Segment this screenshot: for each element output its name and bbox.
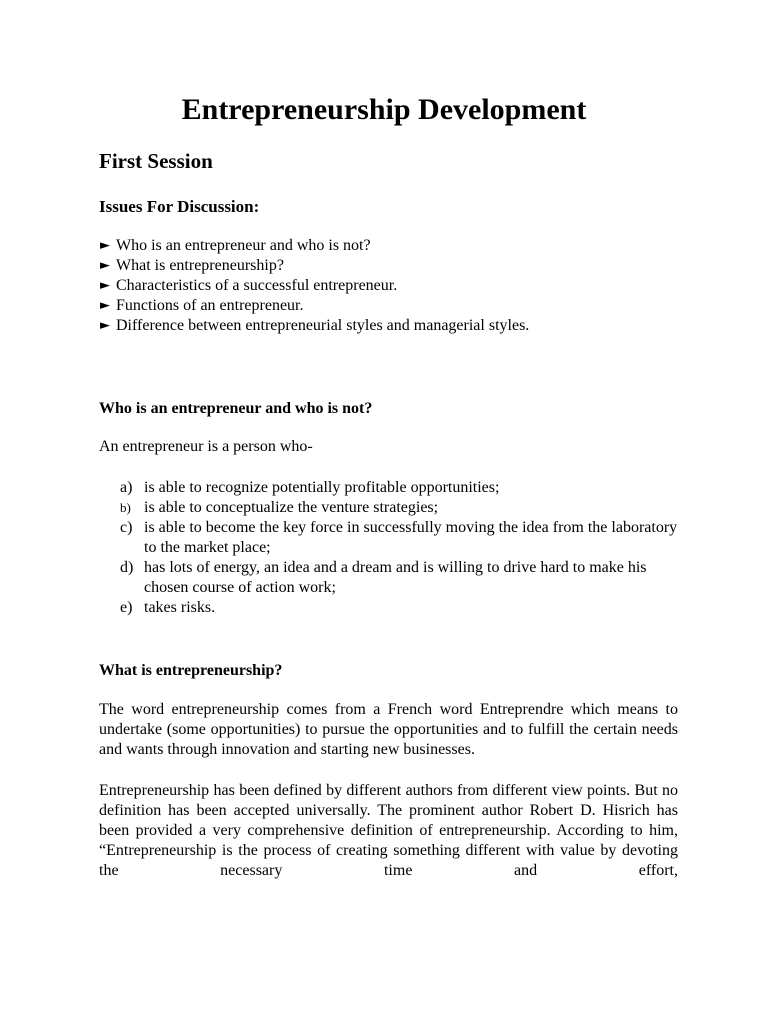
document-title: Entrepreneurship Development	[181, 93, 587, 126]
who-heading: Who is an entrepreneur and who is not?	[99, 400, 373, 417]
criteria-item	[120, 518, 680, 558]
issue-text: Functions of an entrepreneur.	[116, 297, 304, 314]
list-marker: b)	[120, 500, 131, 515]
criteria-text: is able to become the key force in successfully moving the idea from the laboratory to the market place;	[144, 519, 678, 556]
list-marker: d)	[120, 559, 134, 576]
issue-item	[100, 276, 529, 296]
what-heading: What is entrepreneurship?	[99, 662, 283, 679]
arrow-bullet-icon: ►	[100, 278, 110, 293]
criteria-item	[120, 478, 680, 498]
what-paragraph-2: Entrepreneurship has been defined by different authors from different view points. But no definition has been accepted universally. The prominent author Robert D. Hisrich has been provided a very comprehensive definition of entrepreneurship. According to him, “Entrepreneurship is the process of creating something different with value by devoting the necessary time and effort,	[99, 782, 678, 879]
issue-text: Characteristics of a successful entrepreneur.	[116, 277, 398, 294]
issue-text: Who is an entrepreneur and who is not?	[116, 237, 371, 254]
arrow-bullet-icon: ►	[100, 298, 110, 313]
criteria-text: takes risks.	[144, 599, 216, 616]
criteria-item	[120, 598, 680, 618]
issue-text: What is entrepreneurship?	[116, 257, 284, 274]
list-marker: a)	[120, 479, 133, 496]
criteria-text: is able to conceptualize the venture strategies;	[144, 499, 439, 516]
issue-item	[100, 256, 529, 276]
who-criteria-list	[120, 478, 680, 618]
issue-item	[100, 316, 529, 336]
arrow-bullet-icon: ►	[100, 318, 110, 333]
issues-heading: Issues For Discussion:	[99, 197, 260, 216]
arrow-bullet-icon: ►	[100, 238, 110, 253]
criteria-item	[120, 558, 680, 598]
criteria-text: is able to recognize potentially profitable opportunities;	[144, 479, 500, 496]
who-intro: An entrepreneur is a person who-	[99, 438, 313, 455]
issues-list	[100, 236, 529, 336]
issue-item	[100, 296, 529, 316]
issue-text: Difference between entrepreneurial styles and managerial styles.	[116, 317, 530, 334]
issue-item	[100, 236, 529, 256]
list-marker: c)	[120, 519, 133, 536]
session-title: First Session	[99, 149, 213, 173]
what-paragraph-1: The word entrepreneurship comes from a French word Entreprendre which means to undertake (some opportunities) to pursue the opportunities and to fulfill the certain needs and wants through innovation and starting new businesses.	[99, 701, 678, 758]
arrow-bullet-icon: ►	[100, 258, 110, 273]
list-marker: e)	[120, 599, 133, 616]
criteria-text: has lots of energy, an idea and a dream and is willing to drive hard to make his chosen course of action work;	[144, 559, 647, 596]
criteria-item	[120, 498, 680, 518]
